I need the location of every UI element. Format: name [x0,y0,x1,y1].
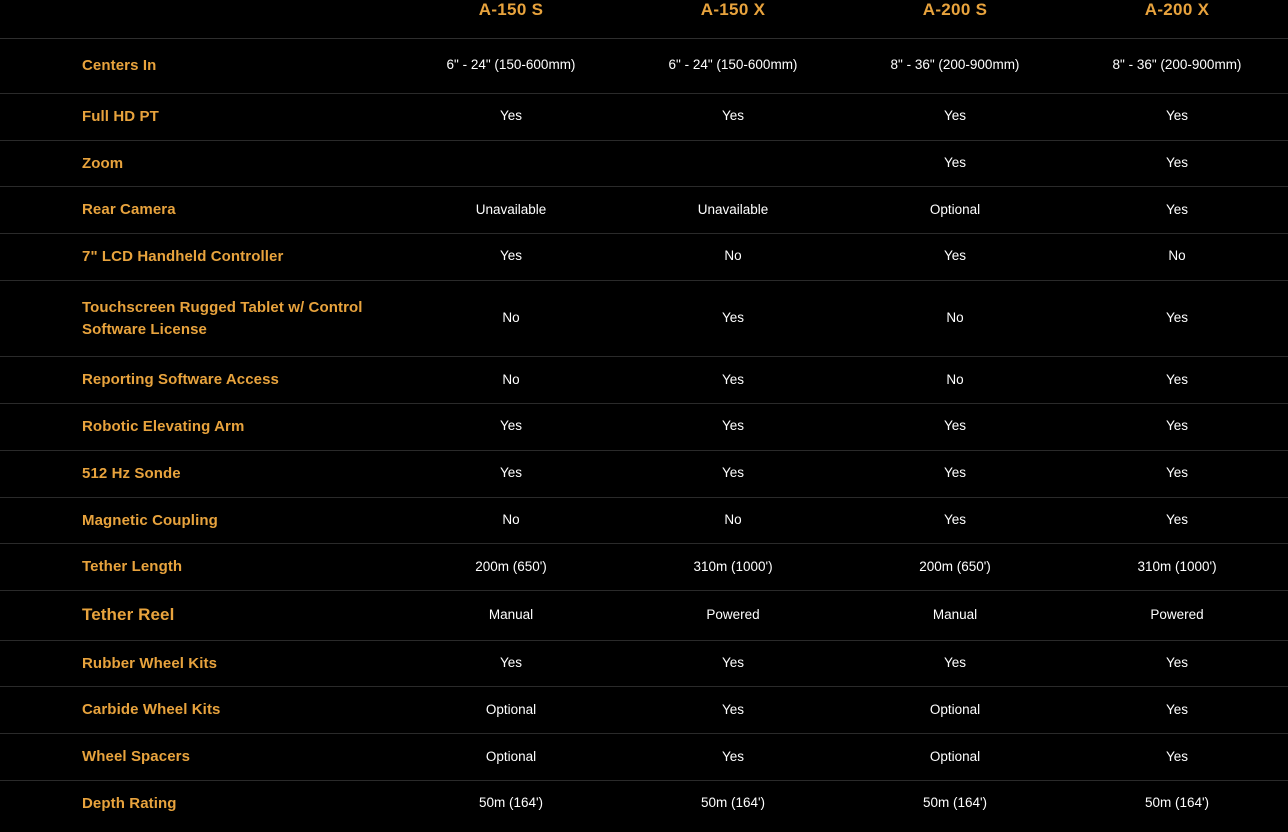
cell-value: Yes [1066,450,1288,497]
cell-value: No [622,497,844,544]
table-row [0,780,1288,826]
table-row [0,93,1288,140]
table-row [0,234,1288,281]
feature-label: Rear Camera [0,187,400,234]
cell-value: Yes [844,234,1066,281]
cell-value: No [844,280,1066,357]
cell-value: Unavailable [622,187,844,234]
feature-label: Full HD PT [0,93,400,140]
table-row [0,404,1288,451]
table-row [0,544,1288,591]
cell-value: Manual [400,591,622,641]
table-row [0,39,1288,94]
cell-value: No [844,357,1066,404]
table-header-row [0,0,1288,39]
table-row [0,497,1288,544]
cell-value: Optional [844,687,1066,734]
cell-value: Yes [1066,734,1288,781]
cell-value: 50m (164') [400,780,622,826]
column-header-a150s: A-150 S [400,0,622,39]
cell-value [622,140,844,187]
cell-value: Yes [1066,93,1288,140]
feature-label: Depth Rating [0,780,400,826]
cell-value: 50m (164') [1066,780,1288,826]
cell-value: 8" - 36" (200-900mm) [1066,39,1288,94]
feature-label: Rubber Wheel Kits [0,640,400,687]
cell-value: Yes [1066,404,1288,451]
cell-value: 200m (650') [844,544,1066,591]
cell-value: Optional [844,187,1066,234]
table-row [0,450,1288,497]
table-row [0,687,1288,734]
feature-label: 512 Hz Sonde [0,450,400,497]
feature-label: Wheel Spacers [0,734,400,781]
column-header-a150x: A-150 X [622,0,844,39]
cell-value: Yes [844,640,1066,687]
cell-value: Yes [1066,497,1288,544]
feature-label: Reporting Software Access [0,357,400,404]
cell-value: Yes [622,687,844,734]
cell-value: Yes [622,404,844,451]
cell-value: Yes [1066,140,1288,187]
cell-value: Yes [844,93,1066,140]
cell-value: Optional [844,734,1066,781]
cell-value: Yes [844,404,1066,451]
cell-value: 50m (164') [622,780,844,826]
feature-label: Magnetic Coupling [0,497,400,544]
table-row [0,140,1288,187]
cell-value: Yes [844,450,1066,497]
cell-value: Yes [622,640,844,687]
feature-label: Centers In [0,39,400,94]
column-header-feature [0,0,400,39]
cell-value: No [400,357,622,404]
table-row [0,357,1288,404]
cell-value: Optional [400,687,622,734]
feature-label: Tether Length [0,544,400,591]
table-header [0,0,1288,39]
cell-value: Yes [400,93,622,140]
cell-value: Powered [622,591,844,641]
cell-value: Powered [1066,591,1288,641]
cell-value: Optional [400,734,622,781]
cell-value: Yes [1066,357,1288,404]
cell-value: Yes [622,450,844,497]
cell-value: Yes [400,404,622,451]
feature-label: Carbide Wheel Kits [0,687,400,734]
table-row [0,640,1288,687]
cell-value: No [400,280,622,357]
cell-value: Yes [400,450,622,497]
cell-value: Yes [844,497,1066,544]
cell-value: Yes [400,640,622,687]
feature-label: Touchscreen Rugged Tablet w/ Control Software License [0,280,400,357]
cell-value: 200m (650') [400,544,622,591]
cell-value: Yes [400,234,622,281]
cell-value: Yes [1066,187,1288,234]
cell-value: Yes [622,93,844,140]
column-header-a200x: A-200 X [1066,0,1288,39]
cell-value: 6" - 24" (150-600mm) [622,39,844,94]
feature-label: 7" LCD Handheld Controller [0,234,400,281]
cell-value: Manual [844,591,1066,641]
feature-label: Robotic Elevating Arm [0,404,400,451]
table-row [0,734,1288,781]
cell-value: 6" - 24" (150-600mm) [400,39,622,94]
cell-value: Yes [1066,687,1288,734]
cell-value: 8" - 36" (200-900mm) [844,39,1066,94]
table-row [0,591,1288,641]
table-row [0,280,1288,357]
cell-value: No [1066,234,1288,281]
cell-value: 50m (164') [844,780,1066,826]
cell-value: Unavailable [400,187,622,234]
cell-value [400,140,622,187]
cell-value: Yes [622,357,844,404]
cell-value: Yes [622,734,844,781]
feature-label: Tether Reel [0,591,400,641]
feature-label: Zoom [0,140,400,187]
table-body [0,39,1288,827]
cell-value: Yes [844,140,1066,187]
cell-value: No [400,497,622,544]
cell-value: 310m (1000') [622,544,844,591]
column-header-a200s: A-200 S [844,0,1066,39]
cell-value: Yes [622,280,844,357]
cell-value: 310m (1000') [1066,544,1288,591]
table-row [0,187,1288,234]
cell-value: Yes [1066,280,1288,357]
cell-value: No [622,234,844,281]
cell-value: Yes [1066,640,1288,687]
